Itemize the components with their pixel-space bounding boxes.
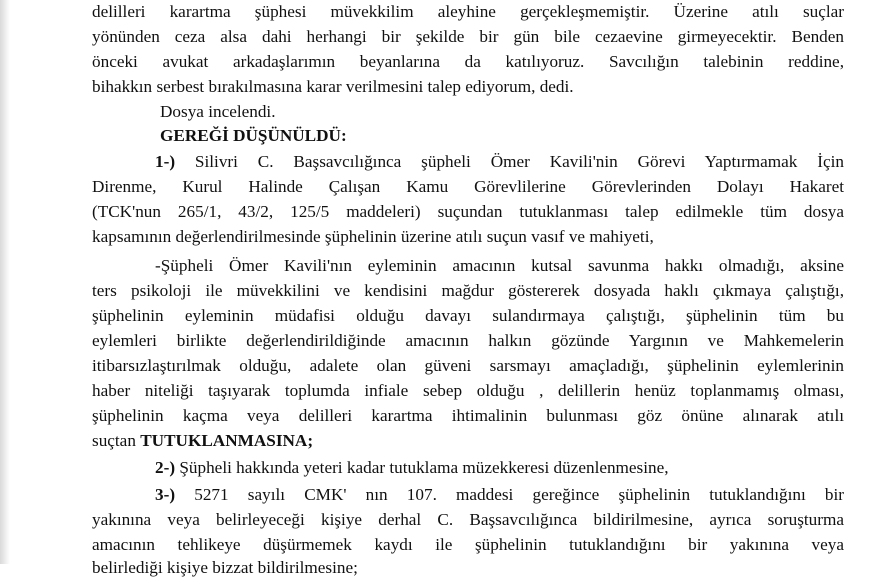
scan-shadow <box>0 0 10 564</box>
list-item-3: 3-) 5271 sayılı CMK' nın 107. maddesi gereğince şüphelinin tutuklandığını bir <box>155 485 844 504</box>
text-line: -Şüpheli Ömer Kavili'nın eyleminin amacının kutsal savunma hakkı olmadığı, aksine <box>155 256 844 275</box>
text-line: eylemleri birlikte değerlendirildiğinde amacının halkın gözünde Yargının ve Mahkemelerin <box>92 331 844 350</box>
text-line: şüphelinin kaçma veya delilleri karartma ihtimalinin bulunması göz önüne alınarak atılı <box>92 406 844 425</box>
text-line: (TCK'nun 265/1, 43/2, 125/5 maddeleri) suçundan tutuklanması talep edilmekle tüm dosya <box>92 202 844 221</box>
text-line: yakınına veya belirleyeceği kişiye derhal C. Başsavcılığınca bildirilmesine, ayrıca soruşturma <box>92 510 844 529</box>
text-line: bihakkın serbest bırakılmasına karar verilmesini talep ediyorum, dedi. <box>92 77 574 96</box>
section-heading: GEREĞİ DÜŞÜNÜLDÜ: <box>160 126 347 145</box>
text-line: ters psikoloji ile müvekkilini ve kendisini mağdur göstererek dosyada haklı çıkmaya çalıştığı, <box>92 281 844 300</box>
text-line: yönünden ceza alsa dahi herhangi bir şekilde bir gün bile cezaevine girmeyecektir. Benden <box>92 27 844 46</box>
text-line: Direnme, Kurul Halinde Çalışan Kamu Görevlilerine Görevlerinden Dolayı Hakaret <box>92 177 844 196</box>
text-line: belirlediği kişiye bizzat bildirilmesine; <box>92 558 358 577</box>
text-line: amacının tehlikeye düşürmemek kaydı ile şüphelinin tutuklandığını bir yakınına veya <box>92 535 844 554</box>
text-line: suçtan TUTUKLANMASINA; <box>92 431 314 450</box>
text-line: şüphelinin eyleminin müdafisi olduğu davayı sulandırmaya çalıştığı, şüphelinin tüm bu <box>92 306 844 325</box>
text-line: önceki avukat arkadaşlarımın beyanlarına da katılıyoruz. Savcılığın talebinin reddine, <box>92 52 844 71</box>
text-line: haber niteliği taşıyarak toplumda infiale sebep olduğu , delillerin henüz toplanmamış olması, <box>92 381 844 400</box>
text-line: delilleri karartma şüphesi müvekkilim aleyhine gerçekleşmemiştir. Üzerine atılı suçlar <box>92 2 844 21</box>
text-line: Dosya incelendi. <box>160 102 276 121</box>
list-item-2: 2-) Şüpheli hakkında yeteri kadar tutuklama müzekkeresi düzenlenmesine, <box>155 458 669 477</box>
list-item-1: 1-) Silivri C. Başsavcılığınca şüpheli Ömer Kavili'nin Görevi Yaptırmamak İçin <box>155 152 844 171</box>
text-line: itibarsızlaştırılmak olduğu, adalete olan güveni sarsmayı amaçladığı, şüphelinin eylemlerinin <box>92 356 844 375</box>
text-line: kapsamının değerlendirilmesinde şüphelinin üzerine atılı suçun vasıf ve mahiyeti, <box>92 227 654 246</box>
